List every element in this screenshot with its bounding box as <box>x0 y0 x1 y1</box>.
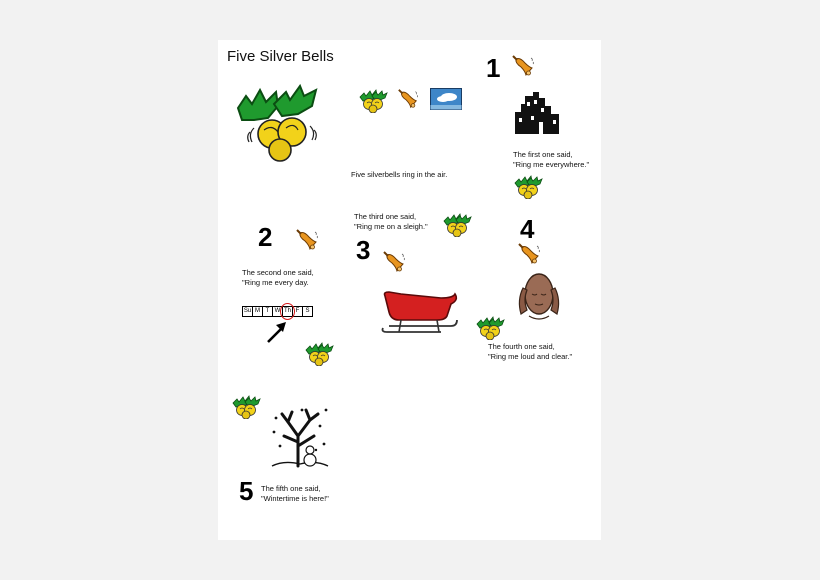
calendar-day-highlighted: Th <box>283 308 291 314</box>
tree-snowman-icon <box>270 406 330 468</box>
worksheet-page <box>218 40 601 540</box>
holly-bells-large-icon <box>234 82 326 166</box>
holly-bells-icon <box>304 340 334 366</box>
calendar-day: T <box>263 307 273 316</box>
step-1-number: 1 <box>486 53 501 83</box>
bell-icon <box>397 88 419 110</box>
bell-icon <box>511 54 535 78</box>
calendar-day: S <box>305 308 310 314</box>
step-2-caption: The second one said, "Ring me every day. <box>242 268 314 287</box>
step-2-number: 2 <box>258 222 273 252</box>
bell-icon <box>382 250 406 274</box>
step-1-caption: The first one said, "Ring me everywhere." <box>513 150 590 169</box>
holly-bells-icon <box>358 87 388 113</box>
step-5-number: 5 <box>239 476 254 506</box>
holly-bells-icon <box>513 173 543 199</box>
arrow-icon <box>266 320 290 344</box>
step-4-caption: The fourth one said, "Ring me loud and clear." <box>488 342 573 361</box>
bell-icon <box>295 228 319 252</box>
holly-bells-icon <box>475 314 505 340</box>
step-3-number: 3 <box>356 235 371 265</box>
calendar-day: M <box>253 307 263 316</box>
step-3-caption: The third one said, "Ring me on a sleigh." <box>354 212 428 231</box>
sleigh-icon <box>381 290 459 334</box>
bell-icon <box>517 242 541 266</box>
step-5-caption: The fifth one said, "Wintertime is here!" <box>261 484 329 503</box>
city-icon <box>515 92 559 134</box>
step-4-number: 4 <box>520 214 535 244</box>
holly-bells-icon <box>442 211 472 237</box>
calendar-day: W <box>273 307 283 316</box>
calendar-day: Su <box>243 308 252 314</box>
sky-icon <box>430 88 462 110</box>
intro-text: Five silverbells ring in the air. <box>351 170 448 179</box>
calendar-day: F <box>293 307 303 316</box>
holly-bells-icon <box>231 393 261 419</box>
ears-icon <box>517 270 561 322</box>
calendar-icon <box>242 306 313 317</box>
page-title: Five Silver Bells <box>227 48 334 65</box>
